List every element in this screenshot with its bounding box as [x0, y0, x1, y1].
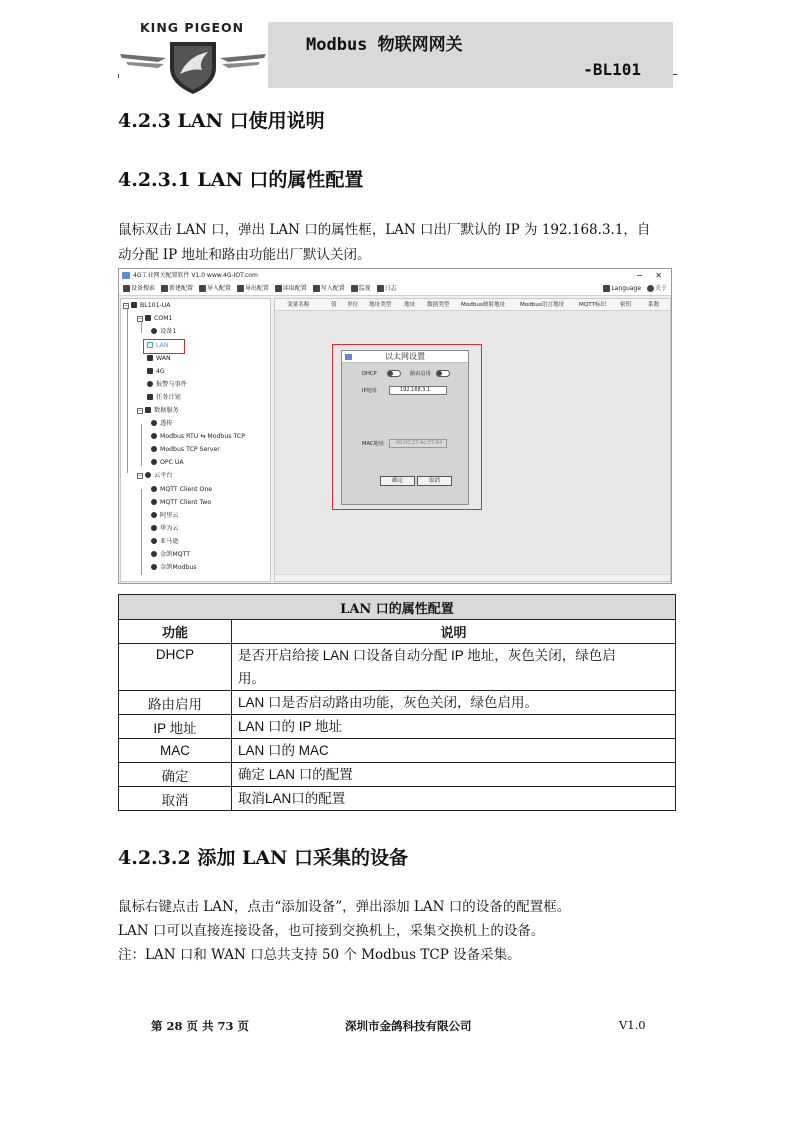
tree-item-data-service[interactable]: − 数据服务 [138, 407, 179, 414]
col-header[interactable]: 单位 [347, 302, 359, 308]
add-line-1: 鼠标右键点击 LAN，点击“添加设备”，弹出添加 LAN 口的设备的配置框。 [118, 899, 571, 915]
tree-item-cloud[interactable]: − 云平台 [138, 472, 173, 479]
mac-label: MAC地址 [362, 441, 384, 447]
wan-port-icon [147, 355, 153, 361]
service-icon [151, 446, 157, 452]
service-icon [151, 512, 157, 518]
language-icon [603, 285, 610, 292]
database-icon [145, 407, 151, 413]
tree-item-lan[interactable]: LAN [147, 341, 168, 350]
device-tree [120, 298, 271, 582]
toolbar-new-button[interactable]: 新建配置 [161, 282, 193, 296]
window-controls[interactable]: − ✕ [636, 271, 667, 280]
gateway-icon [131, 302, 137, 308]
tree-item-amazon[interactable]: 亚马逊 [151, 537, 179, 546]
tree-item-mqtt-one[interactable]: MQTT Client One [151, 485, 212, 494]
company-logo [118, 18, 268, 94]
new-file-icon [161, 285, 168, 292]
toolbar-export-button[interactable]: 导出配置 [237, 282, 269, 296]
row-function: 路由启用 [119, 691, 232, 715]
dialog-title: 以太网设置 [342, 351, 468, 363]
table-caption: LAN 口的属性配置 [119, 595, 676, 620]
row-description: 取消LAN口的配置 [232, 787, 676, 811]
col-header[interactable]: 地址类型 [369, 302, 392, 308]
col-header[interactable]: 系数 [648, 302, 660, 308]
section-heading-lan-usage: 4.2.3 LAN 口使用说明 [118, 110, 325, 132]
row-description: LAN 口的 MAC [232, 739, 676, 763]
tree-item-tcp-server[interactable]: Modbus TCP Server [151, 445, 220, 454]
table-row [119, 644, 676, 691]
service-icon [151, 538, 157, 544]
serial-port-icon [145, 315, 151, 321]
tree-item-aliyun[interactable]: 阿里云 [151, 511, 179, 520]
table-row [119, 739, 676, 763]
tree-item-kp-mqtt[interactable]: 金鸽MQTT [151, 550, 190, 559]
tree-item-device1[interactable]: 设备1 [151, 327, 176, 336]
intro-line-1: 鼠标双击 LAN 口，弹出 LAN 口的属性框，LAN 口出厂默认的 IP 为 192.168.3.1，自 [118, 222, 651, 238]
import-icon [199, 285, 206, 292]
logo-brand-text: KING PIGEON [140, 20, 245, 35]
section-heading-lan-properties: 4.2.3.1 LAN 口的属性配置 [118, 169, 364, 191]
tree-item-task[interactable]: 任务计划 [147, 393, 181, 402]
lan-properties-table [118, 594, 676, 811]
upload-arrow-icon [275, 285, 282, 292]
app-icon [122, 272, 130, 279]
window-title: 4G工业网关配置软件 V1.0 www.4G-IOT.com [133, 272, 258, 279]
tree-item-rtu-tcp[interactable]: Modbus RTU ⇆ Modbus TCP [151, 432, 245, 441]
header-title: Modbus 物联网网关 [306, 35, 463, 55]
service-icon [151, 420, 157, 426]
row-function: IP 地址 [119, 715, 232, 739]
config-software-screenshot [118, 268, 672, 584]
row-function: 确定 [119, 763, 232, 787]
toolbar-log-button[interactable]: 日志 [377, 282, 397, 296]
col-header-description: 说明 [232, 620, 676, 644]
about-button[interactable]: 关于 [647, 282, 667, 296]
row-function: 取消 [119, 787, 232, 811]
intro-line-2: 动分配 IP 地址和路由功能出厂默认关闭。 [118, 247, 371, 263]
tree-root[interactable]: − BL101-UA [124, 302, 171, 309]
ip-label: IP地址 [362, 388, 378, 394]
device-icon [151, 328, 157, 334]
grid-header [275, 299, 670, 311]
row-description: 确定 LAN 口的配置 [232, 763, 676, 787]
footer-version: V1.0 [619, 1018, 646, 1032]
service-icon [151, 564, 157, 570]
service-icon [151, 486, 157, 492]
table-row [119, 787, 676, 811]
header-model: -BL101 [583, 60, 641, 79]
header-mark [673, 74, 677, 75]
ethernet-settings-dialog [341, 350, 469, 505]
tree-item-wan[interactable]: WAN [147, 354, 171, 363]
info-icon [647, 285, 654, 292]
table-row [119, 763, 676, 787]
section-heading-add-device: 4.2.3.2 添加 LAN 口采集的设备 [118, 847, 409, 869]
signal-icon [147, 368, 153, 374]
dhcp-toggle[interactable] [387, 370, 401, 377]
tree-item-com1[interactable]: − COM1 [138, 315, 173, 322]
row-description: LAN 口是否启动路由功能，灰色关闭，绿色启用。 [232, 691, 676, 715]
dhcp-label: DHCP [362, 371, 377, 377]
cancel-button[interactable]: 取消 [417, 476, 452, 486]
service-icon [151, 499, 157, 505]
col-header-function: 功能 [119, 620, 232, 644]
route-toggle[interactable] [436, 370, 450, 377]
bell-icon [147, 381, 153, 387]
footer-page-number: 第 28 页 共 73 页 [151, 1019, 250, 1033]
toolbar-search-button[interactable]: 设备搜索 [123, 282, 155, 296]
col-header[interactable]: 密钥 [620, 302, 632, 308]
toolbar-monitor-button[interactable]: 监视 [351, 282, 371, 296]
col-header[interactable]: 变量名称 [287, 302, 310, 308]
row-function: MAC [119, 739, 232, 763]
window-titlebar [119, 269, 671, 282]
col-header[interactable]: Modbus语言地址 [520, 302, 565, 308]
row-function: DHCP [119, 644, 232, 691]
mac-input: 00:00:27:4c:07:84 [389, 439, 447, 448]
tree-item-alarm[interactable]: 报警与事件 [147, 380, 187, 389]
col-header[interactable]: 数据类型 [427, 302, 450, 308]
download-arrow-icon [313, 285, 320, 292]
document-header [268, 22, 673, 88]
col-header[interactable]: 值 [331, 302, 337, 308]
export-icon [237, 285, 244, 292]
header-mark [118, 74, 119, 78]
search-icon [123, 285, 130, 292]
tree-item-kp-modbus[interactable]: 金鸽Modbus [151, 563, 197, 572]
col-header[interactable]: 地址 [404, 302, 416, 308]
ip-input[interactable]: 192.168.3.1 [389, 386, 447, 395]
horizontal-scrollbar[interactable] [275, 574, 670, 581]
service-icon [151, 551, 157, 557]
tree-item-transparent[interactable]: 透传 [151, 419, 172, 428]
ok-button[interactable]: 确定 [380, 476, 415, 486]
route-label: 路由启用 [410, 371, 431, 377]
col-header[interactable]: MQTT标识 [579, 302, 607, 308]
toolbar [119, 282, 671, 296]
toolbar-import-button[interactable]: 导入配置 [199, 282, 231, 296]
footer-company: 深圳市金鸽科技有限公司 [345, 1019, 472, 1033]
row-description: 是否开启给接 LAN 口设备自动分配 IP 地址，灰色关闭，绿色启 用。 [232, 644, 676, 691]
add-line-3: 注：LAN 口和 WAN 口总共支持 50 个 Modbus TCP 设备采集。 [118, 947, 521, 963]
tree-item-opc-ua[interactable]: OPC UA [151, 458, 184, 467]
table-row [119, 691, 676, 715]
pigeon-shield-icon [118, 34, 268, 94]
monitor-icon [351, 285, 358, 292]
tree-item-4g[interactable]: 4G [147, 367, 165, 376]
tree-item-huawei[interactable]: 华为云 [151, 524, 179, 533]
row-description: LAN 口的 IP 地址 [232, 715, 676, 739]
service-icon [151, 459, 157, 465]
toolbar-read-button[interactable]: 读取配置 [275, 282, 307, 296]
add-line-2: LAN 口可以直接连接设备，也可接到交换机上，采集交换机上的设备。 [118, 923, 545, 939]
toolbar-write-button[interactable]: 写入配置 [313, 282, 345, 296]
app-icon [345, 354, 352, 360]
tree-item-mqtt-two[interactable]: MQTT Client Two [151, 498, 211, 507]
service-icon [151, 525, 157, 531]
calendar-icon [147, 394, 153, 400]
col-header[interactable]: Modbus映射地址 [461, 302, 506, 308]
lan-highlight-box [143, 339, 185, 354]
language-button[interactable]: Language [603, 282, 641, 296]
log-icon [377, 285, 384, 292]
service-icon [151, 433, 157, 439]
table-row [119, 715, 676, 739]
cloud-icon [145, 472, 151, 478]
